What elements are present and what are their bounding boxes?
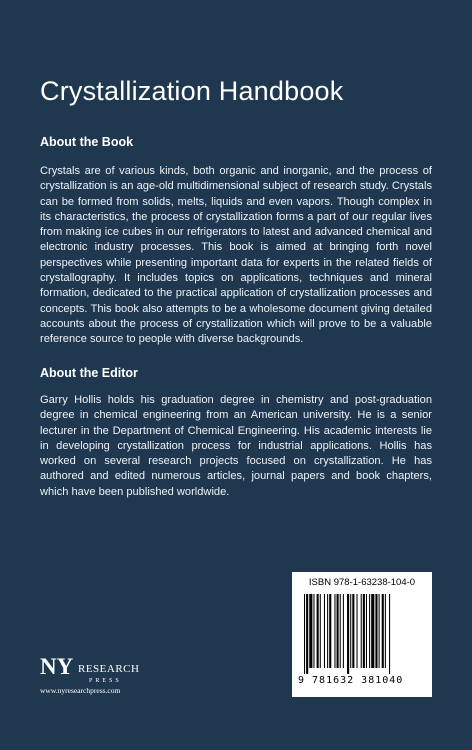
barcode-bar: [369, 594, 370, 668]
barcode-bar: [337, 594, 339, 668]
barcode-bar: [329, 594, 331, 668]
barcode-bar: [363, 594, 365, 668]
book-title: Crystallization Handbook: [40, 76, 344, 106]
barcode-bar: [334, 594, 335, 668]
barcode-bar: [347, 594, 349, 674]
barcode-bar: [366, 594, 367, 668]
about-book-heading: About the Book: [40, 135, 134, 149]
publisher-website: www.nyresearchpress.com: [40, 686, 121, 695]
barcode-bar: [320, 594, 321, 668]
barcode-bar: [361, 594, 362, 668]
barcode-bar: [379, 594, 380, 668]
publisher-logo: [40, 655, 170, 715]
barcode-bar: [382, 594, 384, 668]
barcode-digits: 9 781632 381040: [298, 675, 404, 686]
barcode-bar: [309, 594, 312, 668]
barcode-icon: [302, 594, 422, 674]
logo-press-text: PRESS: [89, 678, 122, 684]
barcode-bar: [317, 594, 319, 668]
barcode-bar: [304, 594, 305, 674]
barcode-bar: [389, 594, 390, 674]
barcode-bar: [324, 594, 325, 668]
about-editor-heading: About the Editor: [40, 366, 138, 380]
about-book-text: Crystals are of various kinds, both organic and inorganic, and the process of crystallization is an age-old multidimensional subject of research study. Crystals can be formed from solids, melts, liquids and even vapors. Though complex in its characteristics, the process of crystallization forms a part of our regular lives from making ice cubes in our refrigerators to latest and advanced chemical and electronic industry processes. This book is aimed at bringing forth novel perspectives while presenting important data for experts in the related fields of crystallography. It includes topics on applications, techniques and mineral formation, dedicated to the practical application of crystallization processes and concepts. This book also attempts to be a wholesome document giving detailed accounts about the process of crystallization which will prove to be a valuable reference source to people with diverse backgrounds.: [40, 165, 432, 346]
barcode-bar: [371, 594, 374, 668]
barcode-bar: [327, 594, 328, 668]
barcode-bar: [306, 594, 308, 674]
barcode-bar: [385, 594, 386, 668]
barcode-bar: [350, 594, 351, 668]
barcode-bar: [340, 594, 341, 668]
barcode-bar: [343, 594, 344, 668]
logo-research-text: RESEARCH: [78, 663, 140, 675]
barcode-bar: [375, 594, 377, 668]
isbn-barcode-block: [292, 572, 432, 697]
logo-ny-text: NY: [40, 654, 74, 679]
about-editor-text: Garry Hollis holds his graduation degree in chemistry and post-graduation degree in chemical engineering from an American university. He is a senior lecturer in the Department of Chemical Engineering. His academic interests lie in developing crystallization process for industrial applications. Hollis has worked on several research projects focused on crystallization. He has authored and edited numerous articles, journal papers and book chapters, which have been published worldwide.: [40, 394, 432, 498]
barcode-bar: [313, 594, 314, 668]
barcode-bar: [352, 594, 354, 668]
barcode-bar: [357, 594, 358, 668]
isbn-label: ISBN 978-1-63238-104-0: [308, 577, 416, 588]
